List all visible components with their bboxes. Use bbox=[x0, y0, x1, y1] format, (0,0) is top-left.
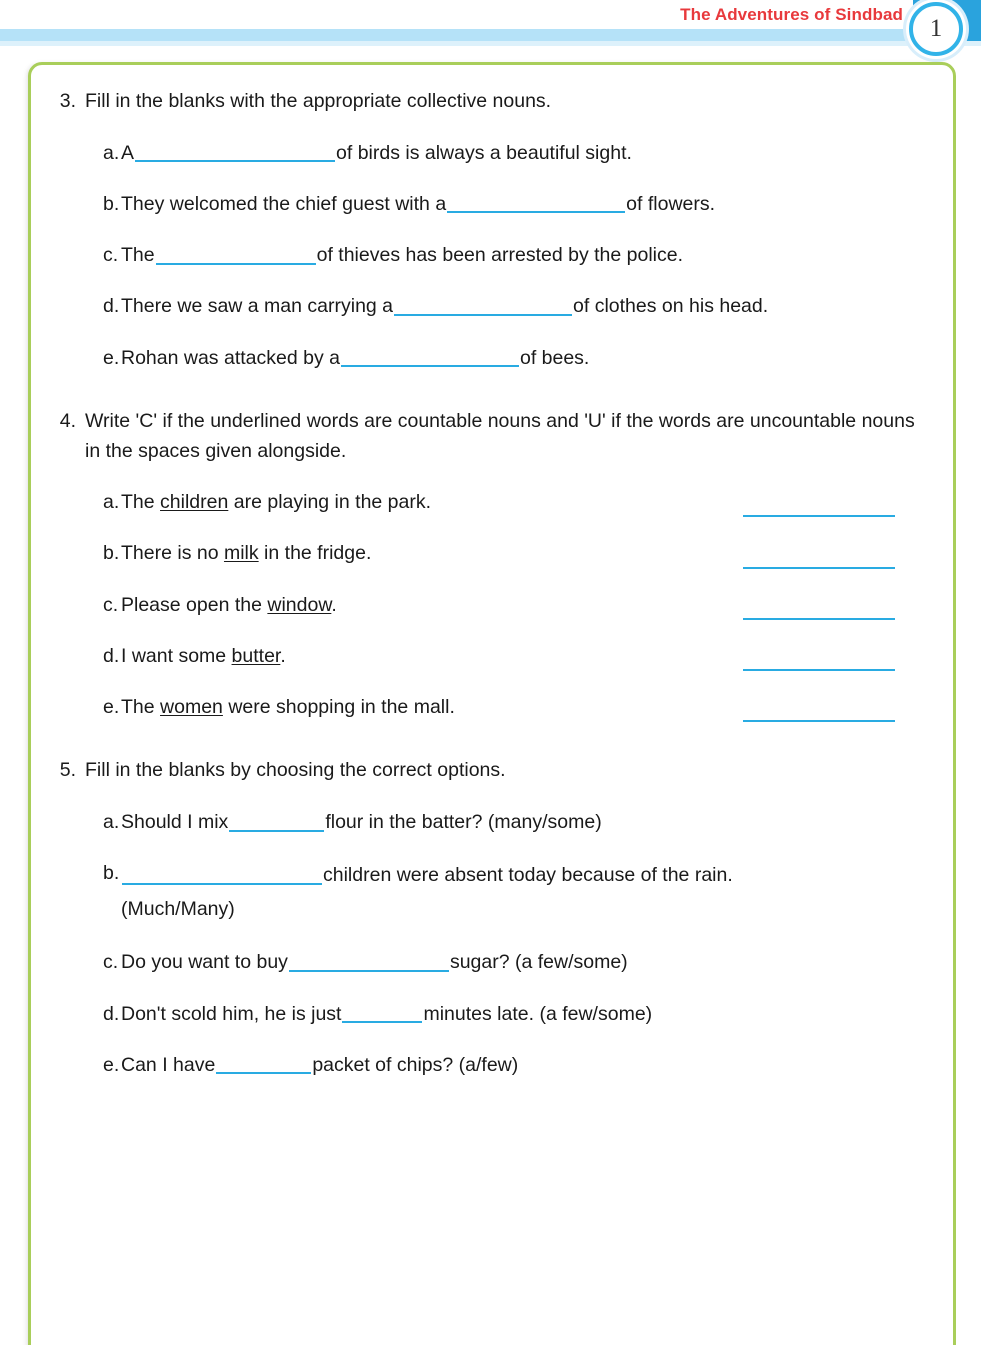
book-title: The Adventures of Sindbad bbox=[680, 5, 903, 24]
page-header bbox=[0, 0, 981, 62]
question-3-item-e bbox=[55, 344, 923, 373]
answer-blank[interactable] bbox=[743, 550, 895, 569]
fill-blank[interactable] bbox=[342, 1003, 422, 1023]
question-4-item-c bbox=[55, 591, 923, 620]
item-sentence bbox=[121, 1051, 923, 1080]
item-sentence bbox=[121, 190, 923, 219]
question-3-prompt: Fill in the blanks with the appropriate collective nouns. bbox=[85, 90, 552, 112]
fill-blank[interactable] bbox=[394, 295, 572, 315]
question-3-number: 3. bbox=[59, 90, 76, 112]
question-block-3 bbox=[55, 87, 923, 373]
underlined-word: women bbox=[160, 696, 223, 719]
item-letter: e. bbox=[103, 346, 120, 369]
item-letter: e. bbox=[103, 1053, 120, 1076]
question-5-item-d bbox=[55, 1000, 923, 1029]
item-text-before: There is no bbox=[121, 542, 224, 565]
item-text-before: Rohan was attacked by a bbox=[121, 346, 340, 369]
item-text-after: of bees. bbox=[519, 346, 590, 369]
item-sentence bbox=[121, 642, 733, 671]
item-sentence bbox=[121, 948, 923, 977]
item-text-after: of thieves has been arrested by the police. bbox=[316, 244, 684, 267]
fill-blank[interactable] bbox=[156, 244, 316, 264]
item-text-before: Should I mix bbox=[121, 811, 229, 833]
item-text-after: are playing in the park. bbox=[228, 491, 432, 514]
item-sentence bbox=[121, 344, 923, 373]
item-letter: c. bbox=[103, 951, 119, 974]
item-sentence bbox=[121, 693, 733, 722]
question-4-prompt: Write 'C' if the underlined words are countable nouns and 'U' if the words are uncountable nouns in the spaces given alongside. bbox=[85, 409, 915, 462]
question-5-item-c bbox=[55, 948, 923, 977]
fill-blank[interactable] bbox=[341, 347, 519, 367]
item-letter: c. bbox=[103, 244, 119, 267]
question-5-prompt: Fill in the blanks by choosing the correct options. bbox=[85, 759, 506, 782]
item-sentence bbox=[121, 241, 923, 270]
item-text-after: . bbox=[331, 593, 337, 616]
question-4-heading bbox=[55, 407, 923, 466]
item-text-after: packet of chips? (a/few) bbox=[312, 1053, 519, 1076]
fill-blank[interactable] bbox=[289, 951, 449, 971]
item-text-before: I want some bbox=[121, 644, 232, 667]
question-block-4 bbox=[55, 407, 923, 723]
exercise-content bbox=[31, 65, 953, 1082]
item-sentence bbox=[121, 292, 923, 321]
item-text-before: Do you want to buy bbox=[121, 951, 288, 974]
exercise-card bbox=[28, 62, 956, 1345]
item-sentence bbox=[121, 808, 923, 837]
section-spacer bbox=[55, 724, 923, 734]
fill-blank[interactable] bbox=[216, 1054, 311, 1074]
item-text-after: were shopping in the mall. bbox=[222, 696, 455, 719]
item-text-after: . bbox=[280, 644, 286, 667]
item-letter: d. bbox=[103, 1002, 120, 1025]
question-5-item-a bbox=[55, 808, 923, 837]
question-block-5 bbox=[55, 756, 923, 1080]
question-4-number: 4. bbox=[59, 409, 76, 432]
question-3-item-d bbox=[55, 292, 923, 321]
question-4-item-b bbox=[55, 539, 923, 568]
question-5-item-e bbox=[55, 1051, 923, 1080]
answer-blank[interactable] bbox=[743, 601, 895, 620]
item-text-second-line: (Much/Many) bbox=[121, 897, 235, 920]
item-text-before: They welcomed the chief guest with a bbox=[121, 192, 447, 215]
item-letter: e. bbox=[103, 696, 120, 719]
item-text-before: Please open the bbox=[121, 593, 268, 616]
question-4-item-a bbox=[55, 488, 923, 517]
item-letter: b. bbox=[103, 192, 120, 215]
item-text-before: Don't scold him, he is just bbox=[121, 1002, 342, 1025]
item-sentence bbox=[121, 139, 923, 168]
question-5-number: 5. bbox=[59, 759, 76, 782]
item-letter: d. bbox=[103, 295, 120, 318]
item-text-before: Can I have bbox=[121, 1053, 216, 1076]
item-sentence bbox=[121, 859, 923, 926]
question-4-item-e bbox=[55, 693, 923, 722]
fill-blank[interactable] bbox=[447, 193, 625, 213]
question-4-item-d bbox=[55, 642, 923, 671]
fill-blank[interactable] bbox=[135, 142, 335, 162]
question-3-heading bbox=[55, 87, 923, 117]
item-text-after: children were absent today because of the rain. bbox=[323, 864, 733, 887]
question-3-item-b bbox=[55, 190, 923, 219]
item-sentence bbox=[121, 1000, 923, 1029]
item-text-after: in the fridge. bbox=[258, 542, 372, 565]
question-3-item-a bbox=[55, 139, 923, 168]
underlined-word: window bbox=[267, 593, 332, 616]
item-text-before: A bbox=[121, 141, 135, 164]
item-text-before: The bbox=[121, 244, 155, 267]
answer-blank[interactable] bbox=[743, 499, 895, 518]
item-text-before: The bbox=[121, 696, 161, 719]
fill-blank[interactable] bbox=[229, 811, 324, 831]
item-sentence bbox=[121, 591, 733, 620]
header-blue-band-soft bbox=[0, 41, 981, 46]
question-5-heading bbox=[55, 756, 923, 786]
question-3-item-c bbox=[55, 241, 923, 270]
item-text-after: sugar? (a few/some) bbox=[449, 951, 628, 974]
page-number-badge bbox=[909, 2, 963, 56]
item-text-after: of birds is always a beautiful sight. bbox=[336, 141, 632, 164]
item-letter: b. bbox=[103, 862, 120, 885]
item-letter: a. bbox=[103, 491, 120, 514]
underlined-word: milk bbox=[223, 542, 259, 565]
section-spacer bbox=[55, 375, 923, 385]
item-text-before: There we saw a man carrying a bbox=[121, 295, 394, 318]
item-text-after: of clothes on his head. bbox=[573, 295, 769, 318]
item-letter: c. bbox=[103, 593, 119, 616]
item-text-after: of flowers. bbox=[626, 192, 716, 215]
item-sentence bbox=[121, 488, 733, 517]
header-blue-band bbox=[0, 29, 981, 41]
underlined-word: butter bbox=[231, 644, 281, 667]
item-letter: a. bbox=[103, 811, 120, 833]
item-sentence bbox=[121, 539, 733, 568]
underlined-word: children bbox=[160, 491, 229, 514]
item-letter: d. bbox=[103, 644, 120, 667]
item-text-before: The bbox=[121, 491, 161, 514]
item-letter: b. bbox=[103, 542, 120, 565]
fill-blank[interactable] bbox=[122, 864, 322, 884]
item-text-after: flour in the batter? (many/some) bbox=[325, 811, 602, 833]
page-number-label: 1 bbox=[929, 14, 943, 42]
item-text-after: minutes late. (a few/some) bbox=[423, 1002, 653, 1025]
answer-blank[interactable] bbox=[743, 653, 895, 672]
answer-blank[interactable] bbox=[743, 704, 895, 723]
question-5-item-b bbox=[55, 859, 923, 926]
item-letter: a. bbox=[103, 141, 120, 164]
